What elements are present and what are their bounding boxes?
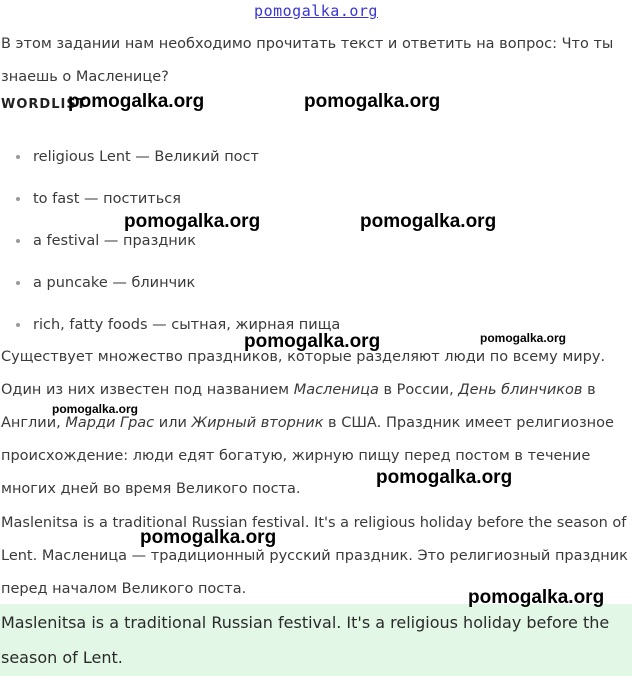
name-pancake-day: День блинчиков: [458, 382, 583, 398]
list-item: [0, 266, 340, 308]
name-maslenitsa: Масленица: [293, 382, 379, 398]
watermark: pomogalka.org: [68, 91, 205, 112]
watermark: pomogalka.org: [480, 331, 567, 345]
watermark: pomogalka.org: [304, 91, 441, 112]
watermark: pomogalka.org: [244, 331, 381, 352]
bullet-icon: [16, 323, 20, 327]
header-watermark[interactable]: pomogalka.org: [254, 2, 378, 20]
wordlist: [0, 140, 340, 350]
name-fat-tuesday: Жирный вторник: [191, 415, 324, 431]
russian-text-paragraph: [1, 341, 629, 506]
text-fragment: или: [154, 415, 192, 431]
watermark: pomogalka.org: [360, 211, 497, 232]
name-mardi-gras: Марди Грас: [65, 415, 155, 431]
intro-paragraph: В этом задании нам необходимо прочитать текст и ответить на вопрос: Что ты знаешь о Масленице?: [1, 36, 614, 85]
bullet-icon: [16, 155, 20, 159]
bullet-icon: [16, 197, 20, 201]
watermark: pomogalka.org: [468, 587, 605, 608]
list-item-text: religious Lent — Великий пост: [33, 149, 259, 165]
watermark: pomogalka.org: [376, 467, 513, 488]
text-fragment: в США. Праздник имеет религиозное происхождение: люди едят богатую, жирную пищу перед постом в течение многих дней во время Великого поста.: [1, 415, 614, 497]
watermark: pomogalka.org: [52, 402, 139, 416]
text-fragment: в России,: [378, 382, 459, 398]
text-fragment: Существует множество праздников, которые разделяют люди по всему миру. Один из них известен под названием: [1, 349, 606, 398]
watermark: pomogalka.org: [140, 527, 277, 548]
translation-paragraph: Maslenitsa is a traditional Russian festival. It's a religious holiday before the season of Lent. Масленица — традиционный русский праздник. Это религиозный праздник перед началом Великого поста.: [1, 515, 628, 597]
watermark: pomogalka.org: [124, 211, 261, 232]
bullet-icon: [16, 239, 20, 243]
list-item-text: rich, fatty foods — сытная, жирная пища: [33, 317, 341, 333]
bullet-icon: [16, 281, 20, 285]
wordlist-heading: WORDLIST: [1, 97, 87, 112]
list-item-text: a puncake — блинчик: [33, 275, 196, 291]
text-fragment: в Англии,: [1, 382, 596, 431]
list-item-text: a festival — праздник: [33, 233, 196, 249]
list-item-text: to fast — поститься: [33, 191, 181, 207]
list-item: [0, 140, 340, 182]
answer-paragraph: Maslenitsa is a traditional Russian festival. It's a religious holiday before the season of Lent.: [1, 613, 610, 667]
